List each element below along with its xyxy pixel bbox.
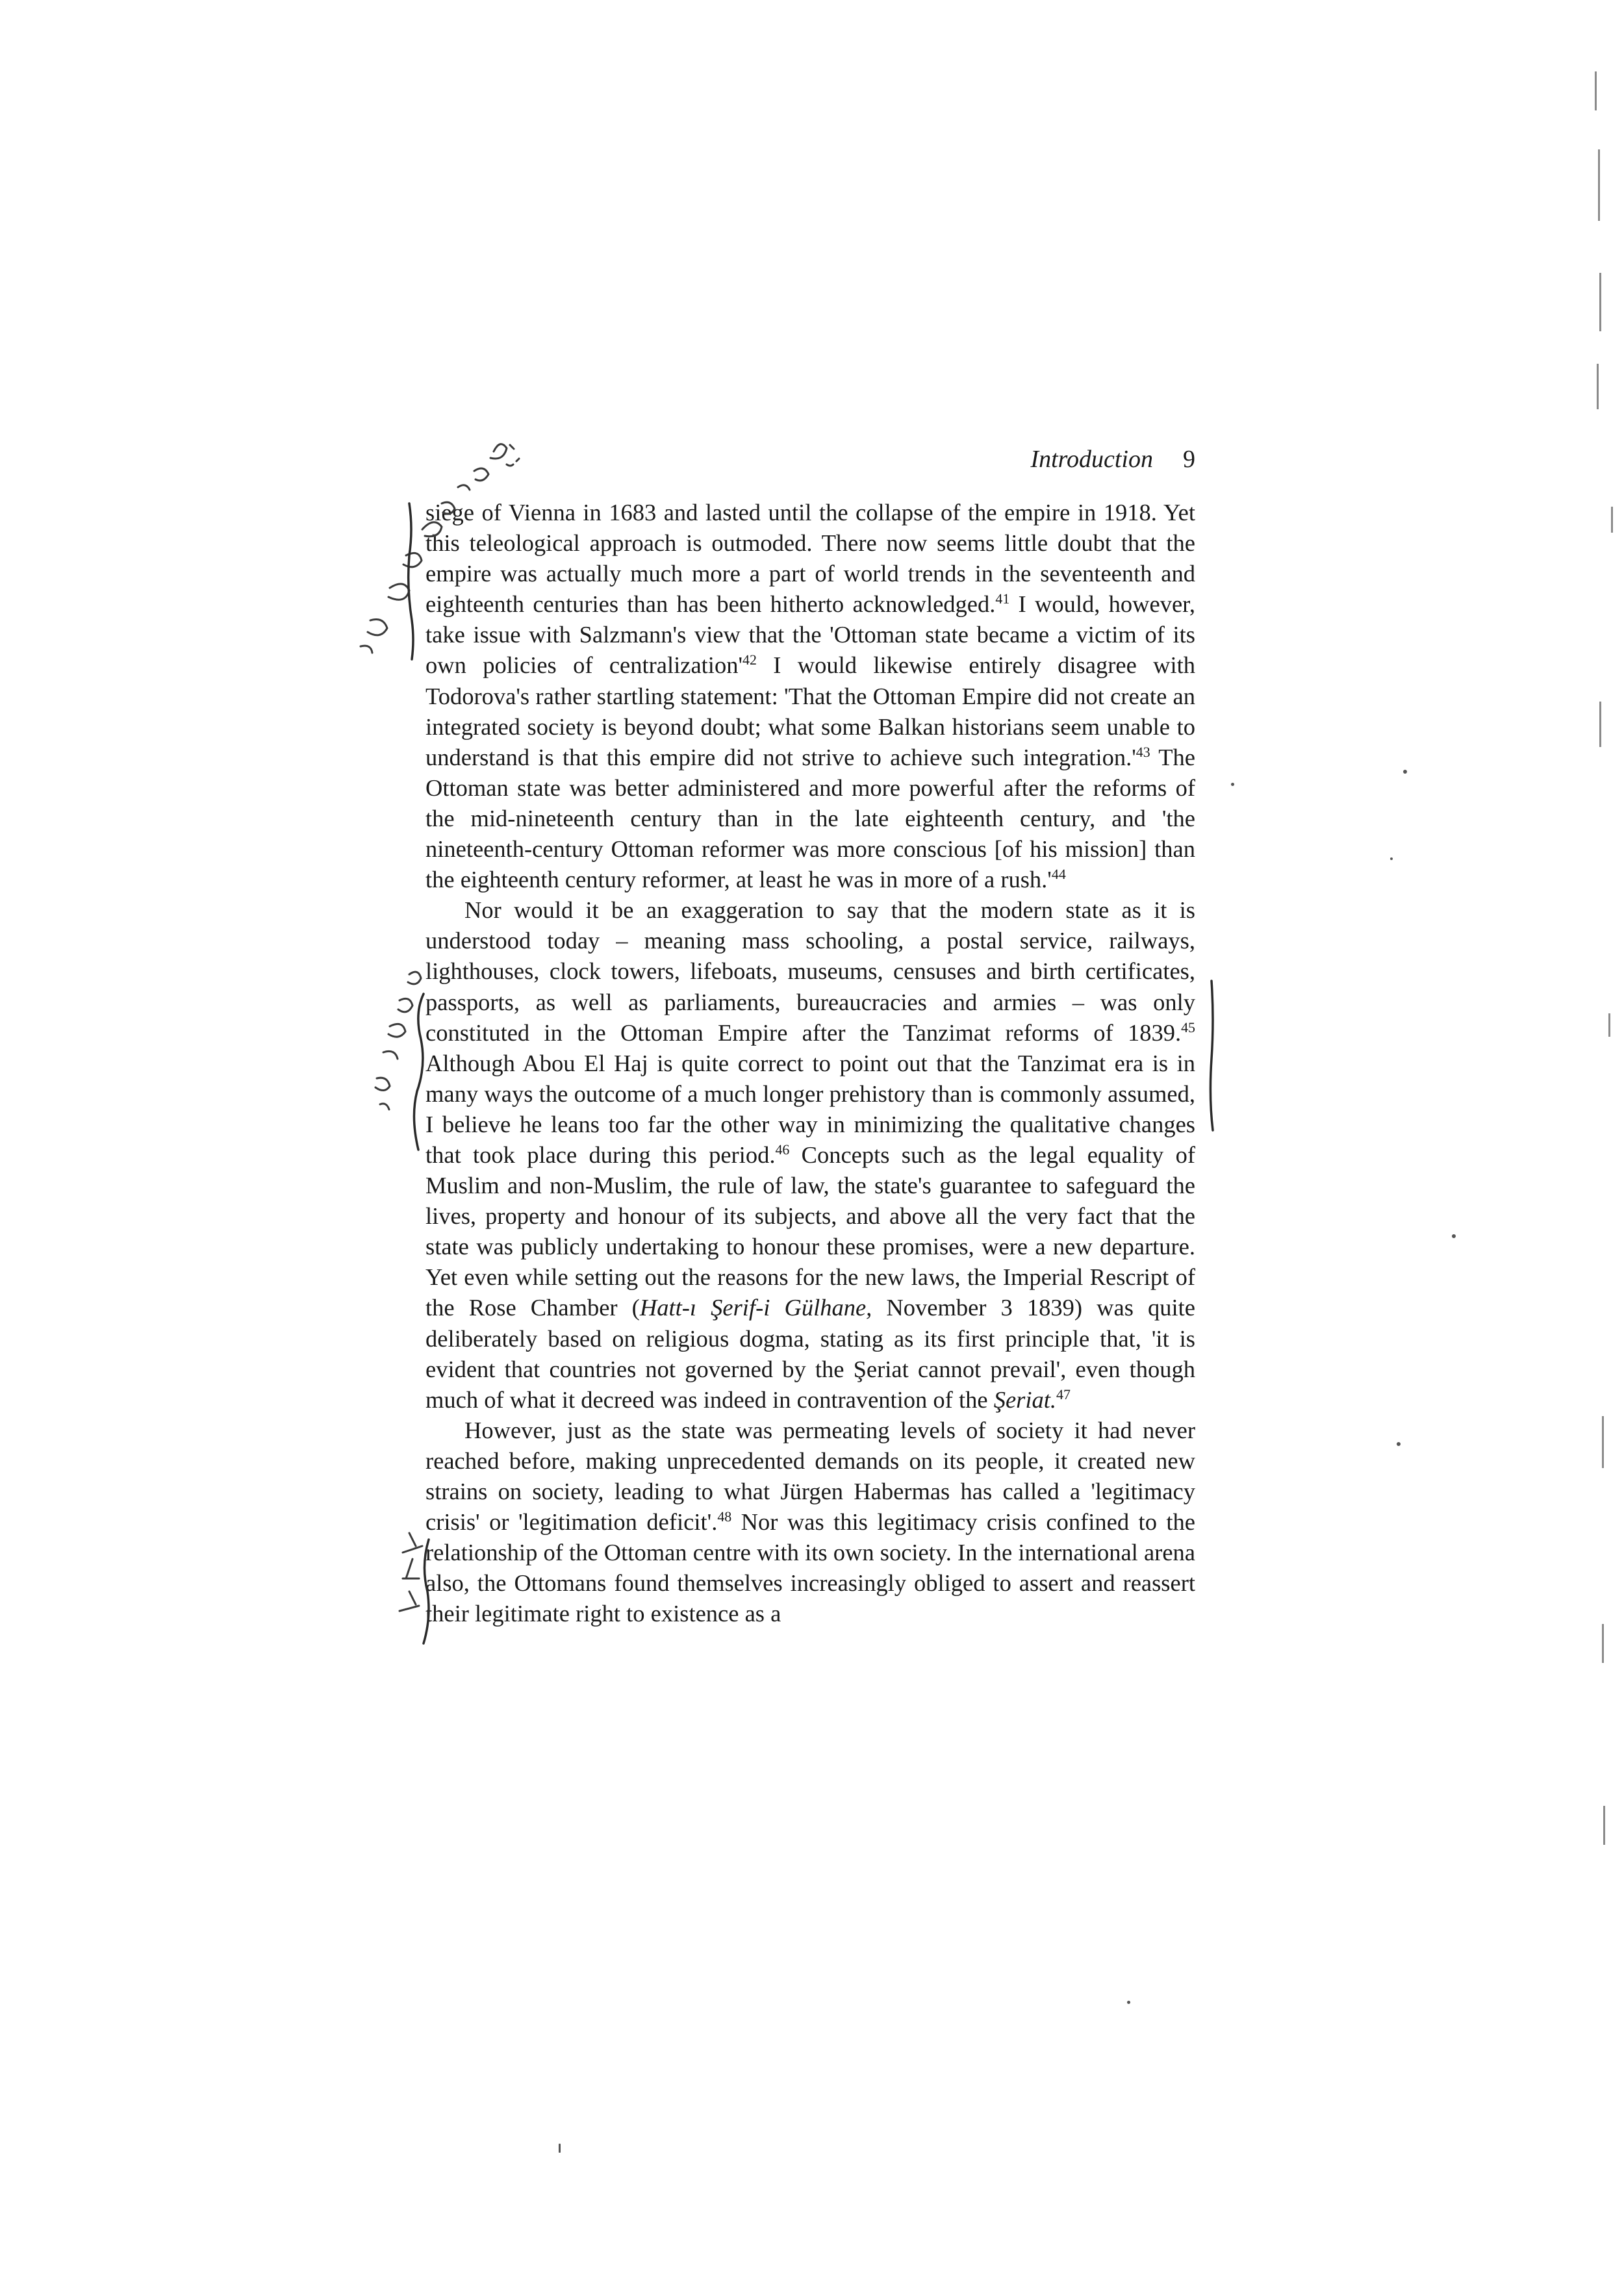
right-margin-mark bbox=[1205, 974, 1218, 1137]
scan-speck bbox=[1397, 1442, 1401, 1446]
paragraph-1: siege of Vienna in 1683 and lasted until the collapse of the empire in 1918. Yet this teleological approach is outmoded. There now seems little doubt that the empire was actually much more a part of world trends in the seventeenth and eighteenth centuries than has been hitherto acknowledged.$^{41}$ I would, however, take issue with Salzmann's view that the 'Ottoman state became a victim of its own policies of centralization'$^{42}$ I would likewise entirely disagree with Todorova's rather startling statement: 'That the Ottoman Empire did not create an integrated society is beyond doubt; what some Balkan historians seem unable to understand is that this empire did not strive to achieve such integration.'$^{43}$ The Ottoman state was better administered and more powerful after the reforms of the mid-nineteenth century than in the late eighteenth century, and 'the nineteenth-century Ottoman reformer was more conscious [of his mission] than the eighteenth century reformer, at least he was in more of a rush.'$^{44}$ bbox=[425, 499, 1196, 893]
scan-speck bbox=[1452, 1234, 1456, 1238]
scan-artifact bbox=[1602, 1416, 1604, 1468]
scan-artifact bbox=[1595, 71, 1597, 110]
scan-speck bbox=[1127, 2001, 1130, 2004]
scan-artifact bbox=[1597, 364, 1599, 409]
running-title: Introduction bbox=[1030, 446, 1153, 473]
running-head bbox=[877, 445, 1195, 484]
scan-artifact bbox=[1603, 1806, 1605, 1845]
paragraph-3: However, just as the state was permeating levels of society it had never reached before, making unprecedented demands on its people, it created new strains on society, leading to what Jürgen Habermas has called a 'legitimacy crisis' or 'legitimation deficit'.$^{48}$ Nor was this legitimacy crisis confined to the relationship of the Ottoman centre with its own society. In the international arena also, the Ottomans found themselves increasingly obliged to assert and reassert their legitimate right to existence as a bbox=[425, 1416, 1196, 1627]
scan-artifact bbox=[1608, 1013, 1610, 1037]
scan-speck bbox=[1231, 783, 1234, 786]
scan-speck bbox=[1403, 770, 1407, 774]
body-text bbox=[425, 497, 1195, 1629]
scan-artifact bbox=[1599, 702, 1601, 747]
paragraph-2: Nor would it be an exaggeration to say that the modern state as it is understood today – meaning mass schooling, a postal service, railways, lighthouses, clock towers, lifeboats, museums, censuses and birth certificates, passports, as well as parliaments, bureaucracies and armies – was only constituted in the Ottoman Empire after the Tanzimat reforms of 1839.45 Although Abou El Haj is quite correct to point out that the Tanzimat era is in many ways the outcome of a much longer prehistory than is commonly assumed, I believe he leans too far the other way in minimizing the qualitative changes that took place during this period.$^{46}$ Concepts such as the legal equality of Muslim and non-Muslim, the rule of law, the state's guarantee to safeguard the lives, property and honour of its subjects, and above all the very fact that the state was publicly undertaking to honour these promises, were a new departure. Yet even while setting out the reasons for the new laws, the Imperial Rescript of the Rose Chamber (Hatt-ı Şerif-i Gülhane, November 3 1839) was quite deliberately based on religious dogma, stating as its first principle that, 'it is evident that countries not governed by the Şeriat cannot prevail', even though much of what it decreed was indeed in contravention of the Şeriat.$^{47}$ bbox=[425, 896, 1195, 1413]
scan-artifact bbox=[1599, 273, 1601, 331]
scan-speck bbox=[1390, 857, 1393, 860]
scan-speck bbox=[559, 2144, 561, 2153]
scan-artifact bbox=[1611, 507, 1613, 533]
scan-artifact bbox=[1602, 1624, 1604, 1663]
scan-artifact bbox=[1598, 149, 1600, 221]
page-number: 9 bbox=[1183, 446, 1195, 473]
handwritten-annotation-middle bbox=[364, 961, 435, 1176]
